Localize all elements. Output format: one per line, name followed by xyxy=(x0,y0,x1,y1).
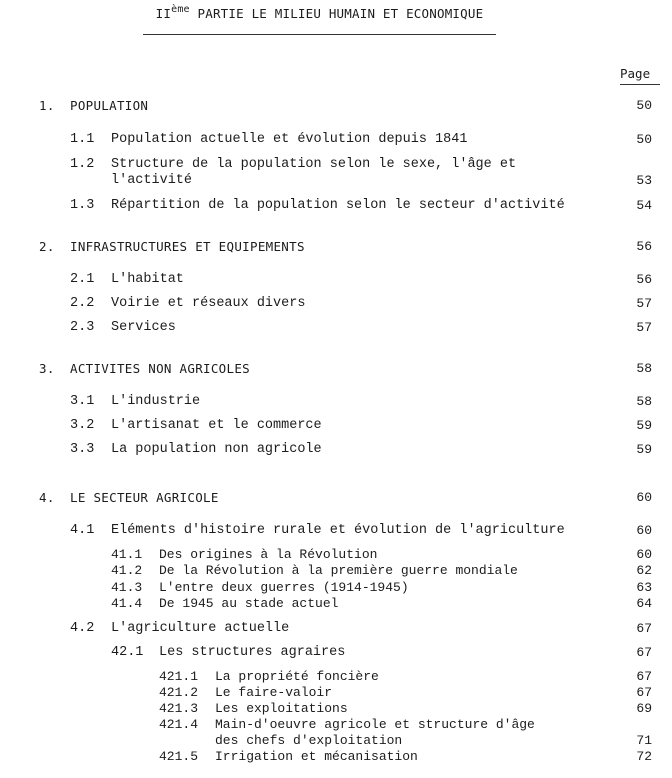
toc-number: 42.1 xyxy=(111,645,144,660)
toc-entry-label: L'industrie xyxy=(111,394,201,409)
toc-number: 41.3 xyxy=(111,580,143,595)
page-column-header: Page xyxy=(620,66,651,81)
toc-entry-label: Population actuelle et évolution depuis 1841 xyxy=(111,132,468,147)
toc-page-number: 67 xyxy=(636,621,652,636)
toc-page-number: 56 xyxy=(636,272,652,287)
toc-entry-label: L'habitat xyxy=(111,272,184,287)
toc-page-number: 72 xyxy=(636,749,652,764)
toc-number: 2.3 xyxy=(70,320,95,335)
toc-number: 3.3 xyxy=(70,442,95,457)
toc-number: 2.2 xyxy=(70,296,95,311)
toc-entry-label: La population non agricole xyxy=(111,442,322,457)
toc-number: 41.4 xyxy=(111,596,143,611)
toc-entry-label: Le faire-valoir xyxy=(215,685,333,700)
toc-entry-label-continued: l'activité xyxy=(111,173,193,188)
toc-entry-label: Main-d'oeuvre agricole et structure d'âge xyxy=(215,717,535,732)
toc-number: 1. xyxy=(39,98,55,113)
toc-entry-label: Irrigation et mécanisation xyxy=(215,749,418,764)
toc-page-number: 63 xyxy=(636,580,652,595)
toc-number: 421.1 xyxy=(159,669,199,684)
toc-number: 421.3 xyxy=(159,701,199,716)
toc-number: 2.1 xyxy=(70,272,95,287)
toc-entry-label: Eléments d'histoire rurale et évolution de l'agriculture xyxy=(111,523,565,538)
page-title xyxy=(143,4,496,21)
toc-page-number: 54 xyxy=(636,198,652,213)
title-superscript: ème xyxy=(171,4,190,15)
toc-page-number: 64 xyxy=(636,596,652,611)
title-underline xyxy=(143,34,496,35)
toc-page-number: 60 xyxy=(636,547,652,562)
toc-entry-label-continued: des chefs d'exploitation xyxy=(215,733,403,748)
toc-number: 1.2 xyxy=(70,157,95,172)
toc-page-number: 58 xyxy=(636,394,652,409)
toc-number: 41.1 xyxy=(111,547,143,562)
toc-entry-label: L'agriculture actuelle xyxy=(111,621,290,636)
toc-entry-label: Structure de la population selon le sexe, l'âge et xyxy=(111,157,517,172)
toc-page-number: 59 xyxy=(636,418,652,433)
toc-entry-label: Les exploitations xyxy=(215,701,348,716)
toc-number: 4.2 xyxy=(70,621,95,636)
title-rest: PARTIE LE MILIEU HUMAIN ET ECONOMIQUE xyxy=(189,6,484,21)
toc-page-number: 60 xyxy=(636,523,652,538)
toc-entry-label: Les structures agraires xyxy=(159,645,346,660)
toc-entry-label: La propriété foncière xyxy=(215,669,379,684)
toc-number: 3. xyxy=(39,361,55,376)
toc-entry-label: POPULATION xyxy=(70,98,149,113)
toc-entry-label: L'entre deux guerres (1914-1945) xyxy=(159,580,409,595)
toc-number: 421.5 xyxy=(159,749,199,764)
toc-entry-label: Des origines à la Révolution xyxy=(159,547,378,562)
toc-page-number: 67 xyxy=(636,669,652,684)
toc-number: 3.1 xyxy=(70,394,95,409)
toc-page-number: 67 xyxy=(636,645,652,660)
toc-page-number: 67 xyxy=(636,685,652,700)
page-column-underline xyxy=(620,84,660,85)
toc-entry-label: INFRASTRUCTURES ET EQUIPEMENTS xyxy=(70,239,305,254)
toc-page-number: 50 xyxy=(636,132,652,147)
toc-page-number: 58 xyxy=(636,361,652,376)
toc-number: 41.2 xyxy=(111,563,143,578)
toc-page-number: 60 xyxy=(636,490,652,505)
toc-entry-label: Services xyxy=(111,320,176,335)
toc-number: 2. xyxy=(39,239,55,254)
toc-page-number: 62 xyxy=(636,563,652,578)
toc-number: 1.1 xyxy=(70,132,95,147)
toc-number: 4. xyxy=(39,490,55,505)
toc-page-number: 59 xyxy=(636,442,652,457)
toc-page-number: 50 xyxy=(636,98,652,113)
toc-number: 4.1 xyxy=(70,523,95,538)
toc-page-number: 53 xyxy=(636,173,652,188)
toc-page-number: 71 xyxy=(636,733,652,748)
toc-entry-label: LE SECTEUR AGRICOLE xyxy=(70,490,219,505)
toc-entry-label: De 1945 au stade actuel xyxy=(159,596,339,611)
toc-entry-label: De la Révolution à la première guerre mondiale xyxy=(159,563,518,578)
toc-page-number: 57 xyxy=(636,320,652,335)
title-prefix: II xyxy=(155,6,172,21)
toc-number: 421.2 xyxy=(159,685,199,700)
toc-page-number: 57 xyxy=(636,296,652,311)
toc-page-number: 69 xyxy=(636,701,652,716)
toc-number: 421.4 xyxy=(159,717,199,732)
toc-entry-label: ACTIVITES NON AGRICOLES xyxy=(70,361,250,376)
toc-entry-label: Répartition de la population selon le secteur d'activité xyxy=(111,198,565,213)
toc-number: 1.3 xyxy=(70,198,95,213)
toc-entry-label: Voirie et réseaux divers xyxy=(111,296,306,311)
toc-page-number: 56 xyxy=(636,239,652,254)
toc-entry-label: L'artisanat et le commerce xyxy=(111,418,322,433)
toc-number: 3.2 xyxy=(70,418,95,433)
